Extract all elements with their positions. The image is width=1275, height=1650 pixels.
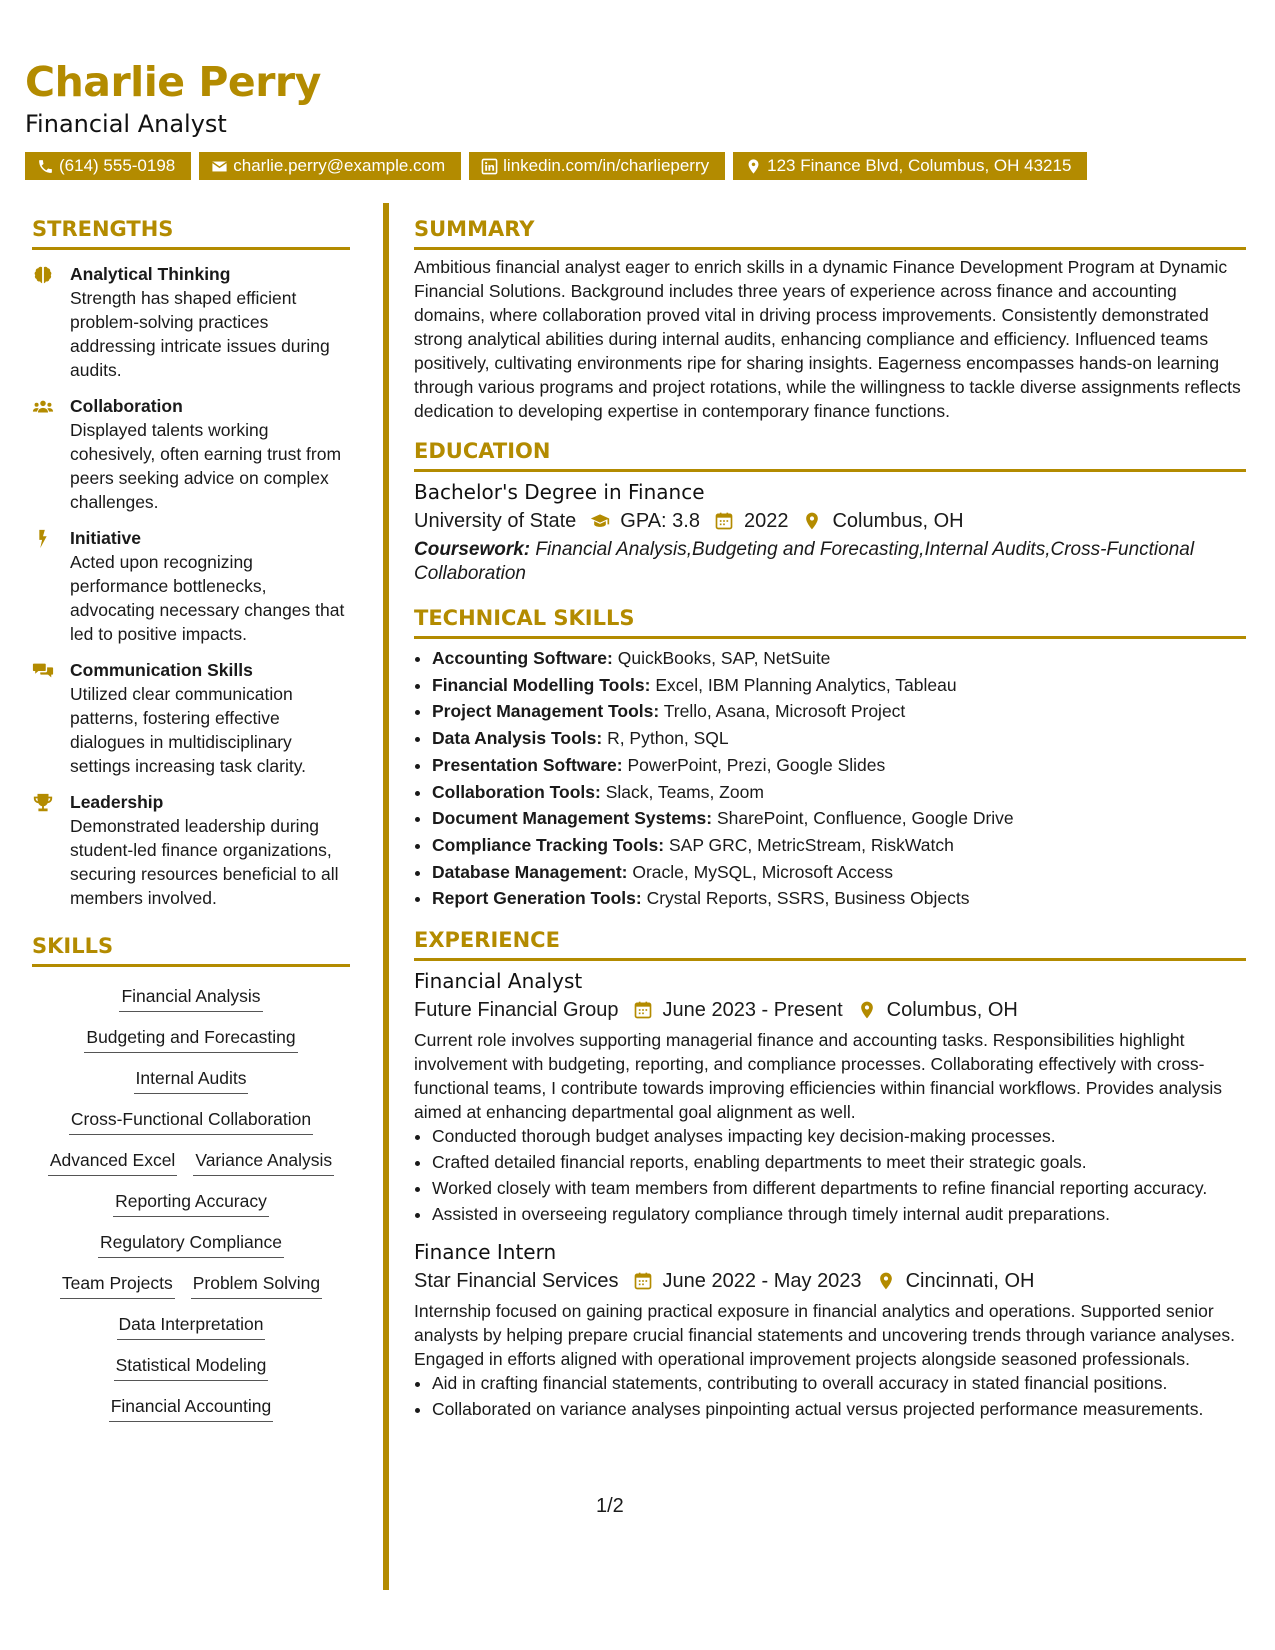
graduation-year: 2022	[743, 510, 789, 532]
column-divider	[383, 203, 389, 1590]
contact-linkedin-text: linkedin.com/in/charlieperry	[503, 156, 710, 175]
strength-title: Initiative	[70, 528, 141, 548]
left-column	[32, 217, 350, 1422]
job-bullet: • Worked closely with team members from different departments to refine financial reporting accuracy.	[432, 1176, 1246, 1200]
job-location: Columbus, OH	[886, 999, 1018, 1022]
location-icon	[745, 158, 762, 175]
strengths-list	[32, 262, 350, 910]
job-bullets	[414, 1124, 1246, 1226]
skills-list	[32, 981, 350, 1422]
contact-email-text: charlie.perry@example.com	[233, 156, 446, 175]
contact-phone-text: (614) 555-0198	[59, 156, 176, 175]
page-number: 1/2	[596, 1495, 624, 1517]
skill-tag: Statistical Modeling	[114, 1350, 269, 1381]
job-bullet: • Collaborated on variance analyses pinpointing actual versus projected performance measurements.	[432, 1397, 1246, 1421]
job-meta	[414, 995, 1246, 1025]
bolt-icon	[32, 528, 54, 550]
tech-skill-item: • Accounting Software: QuickBooks, SAP, NetSuite	[432, 645, 1246, 672]
skill-tag: Cross-Functional Collaboration	[69, 1104, 313, 1135]
job-entry	[414, 1238, 1246, 1421]
tech-skill-item: • Data Analysis Tools: R, Python, SQL	[432, 725, 1246, 752]
skill-tag: Financial Accounting	[109, 1391, 274, 1422]
company-name: Future Financial Group	[414, 999, 619, 1022]
contact-address[interactable]	[733, 152, 1087, 180]
candidate-name: Charlie Perry	[25, 58, 321, 106]
tech-skill-item: • Presentation Software: PowerPoint, Prezi, Google Slides	[432, 752, 1246, 779]
technical-skills-list	[414, 645, 1246, 912]
strength-desc: Utilized clear communication patterns, fostering effective dialogues in multidisciplinary settings increasing task clarity.	[70, 684, 307, 776]
technical-skills-heading: TECHNICAL SKILLS	[414, 606, 1246, 639]
location-icon	[857, 1000, 877, 1020]
job-bullet: • Crafted detailed financial reports, enabling departments to meet their strategic goals.	[432, 1150, 1246, 1174]
summary-heading: SUMMARY	[414, 217, 1246, 250]
chat-icon	[32, 660, 54, 682]
school-name: University of State	[414, 510, 577, 532]
graduation-cap-icon	[590, 511, 610, 531]
tech-skill-item: • Report Generation Tools: Crystal Reports, SSRS, Business Objects	[432, 885, 1246, 912]
summary-text: Ambitious financial analyst eager to enrich skills in a dynamic Finance Development Program at Dynamic Financial Solutions. Background includes three years of experience across finance and accounting domains, where collaboration proved vital in driving process improvements. Consistently demonstrated strong analytical abilities during internal audits, enhancing compliance and efficiency. Influenced teams positively, cultivating environments ripe for sharing insights. Eagerness encompasses hands-on learning through various programs and project rotations, while the willingness to tackle diverse assignments reflects dedication to developing expertise in contemporary finance functions.	[414, 257, 1241, 421]
strength-desc: Displayed talents working cohesively, often earning trust from peers seeking advice on complex challenges.	[70, 420, 342, 512]
strength-title: Leadership	[70, 792, 164, 812]
gpa: GPA: 3.8	[620, 510, 700, 532]
strength-item	[32, 658, 350, 778]
skill-tag: Problem Solving	[191, 1268, 322, 1299]
degree-title: Bachelor's Degree in Finance	[414, 480, 705, 504]
skill-tag: Variance Analysis	[193, 1145, 334, 1176]
strength-item	[32, 526, 350, 646]
tech-skill-item: • Compliance Tracking Tools: SAP GRC, MetricStream, RiskWatch	[432, 832, 1246, 859]
coursework-label: Coursework:	[414, 539, 531, 560]
job-entry	[414, 967, 1246, 1226]
skill-tag: Reporting Accuracy	[113, 1186, 269, 1217]
strength-title: Collaboration	[70, 396, 183, 416]
coursework	[414, 538, 1246, 586]
job-meta	[414, 1266, 1246, 1296]
tech-skill-item: • Database Management: Oracle, MySQL, Microsoft Access	[432, 859, 1246, 886]
job-bullet: • Aid in crafting financial statements, contributing to overall accuracy in stated financial positions.	[432, 1371, 1246, 1395]
education-meta	[414, 506, 1246, 536]
job-bullet: • Assisted in overseeing regulatory compliance through timely internal audit preparations.	[432, 1202, 1246, 1226]
candidate-title: Financial Analyst	[25, 110, 227, 138]
strength-desc: Demonstrated leadership during student-led finance organizations, securing resources beneficial to all members involved.	[70, 816, 339, 908]
contact-phone[interactable]	[25, 152, 191, 180]
job-description: Internship focused on gaining practical exposure in financial analytics and operations. Supported senior analysts by helping prepare crucial financial statements and uncovering trends through variance analyses. Engaged in efforts aligned with operational improvement projects alongside seasoned professionals.	[414, 1301, 1236, 1370]
skill-tag: Internal Audits	[134, 1063, 249, 1094]
linkedin-icon	[481, 158, 498, 175]
skill-tag: Financial Analysis	[119, 981, 262, 1012]
location-icon	[802, 511, 822, 531]
job-location: Cincinnati, OH	[905, 1270, 1035, 1293]
strength-title: Communication Skills	[70, 660, 253, 680]
job-bullets	[414, 1371, 1246, 1421]
skill-tag: Budgeting and Forecasting	[84, 1022, 297, 1053]
tech-skill-item: • Collaboration Tools: Slack, Teams, Zoom	[432, 779, 1246, 806]
contact-linkedin[interactable]	[469, 152, 725, 180]
tech-skill-item: • Project Management Tools: Trello, Asana, Microsoft Project	[432, 698, 1246, 725]
calendar-icon	[633, 1000, 653, 1020]
tech-skill-item: • Document Management Systems: SharePoint, Confluence, Google Drive	[432, 805, 1246, 832]
experience-heading: EXPERIENCE	[414, 928, 1246, 961]
contact-address-text: 123 Finance Blvd, Columbus, OH 43215	[767, 156, 1072, 175]
strength-title: Analytical Thinking	[70, 264, 231, 284]
trophy-icon	[32, 792, 54, 814]
phone-icon	[37, 158, 54, 175]
education-heading: EDUCATION	[414, 439, 1246, 472]
calendar-icon	[714, 511, 734, 531]
skill-tag: Data Interpretation	[117, 1309, 266, 1340]
strength-desc: Acted upon recognizing performance bottlenecks, advocating necessary changes that led to positive impacts.	[70, 552, 345, 644]
job-bullet: • Conducted thorough budget analyses impacting key decision-making processes.	[432, 1124, 1246, 1148]
calendar-icon	[633, 1271, 653, 1291]
job-title: Finance Intern	[414, 1240, 557, 1265]
contact-bar	[25, 152, 1087, 180]
job-title: Financial Analyst	[414, 969, 583, 994]
strength-desc: Strength has shaped efficient problem-solving practices addressing intricate issues during audits.	[70, 288, 330, 380]
skill-tag: Regulatory Compliance	[98, 1227, 284, 1258]
job-dates: June 2022 - May 2023	[662, 1270, 862, 1293]
brain-icon	[32, 264, 54, 286]
tech-skill-item: • Financial Modelling Tools: Excel, IBM Planning Analytics, Tableau	[432, 672, 1246, 699]
skill-tag: Team Projects	[60, 1268, 175, 1299]
skills-heading: SKILLS	[32, 934, 350, 967]
location-icon	[876, 1271, 896, 1291]
job-description: Current role involves supporting managerial finance and accounting tasks. Responsibilities highlight involvement with budgeting, reporting, and compliance processes. Collaborating effectively with cross-functional teams, I contribute towards improving efficiencies within financial workflows. Provides analysis aimed at enhancing departmental goal alignment as well.	[414, 1030, 1222, 1123]
job-dates: June 2023 - Present	[662, 999, 843, 1022]
strength-item	[32, 790, 350, 910]
company-name: Star Financial Services	[414, 1270, 619, 1293]
email-icon	[211, 158, 228, 175]
users-icon	[32, 396, 54, 418]
skill-tag: Advanced Excel	[48, 1145, 178, 1176]
education-location: Columbus, OH	[832, 510, 964, 532]
coursework-list: Financial Analysis,Budgeting and Forecasting,Internal Audits,Cross-Functional Collaboration	[414, 539, 1195, 584]
contact-email[interactable]	[199, 152, 461, 180]
strength-item	[32, 394, 350, 514]
strength-item	[32, 262, 350, 382]
right-column	[414, 217, 1246, 1423]
strengths-heading: STRENGTHS	[32, 217, 350, 250]
